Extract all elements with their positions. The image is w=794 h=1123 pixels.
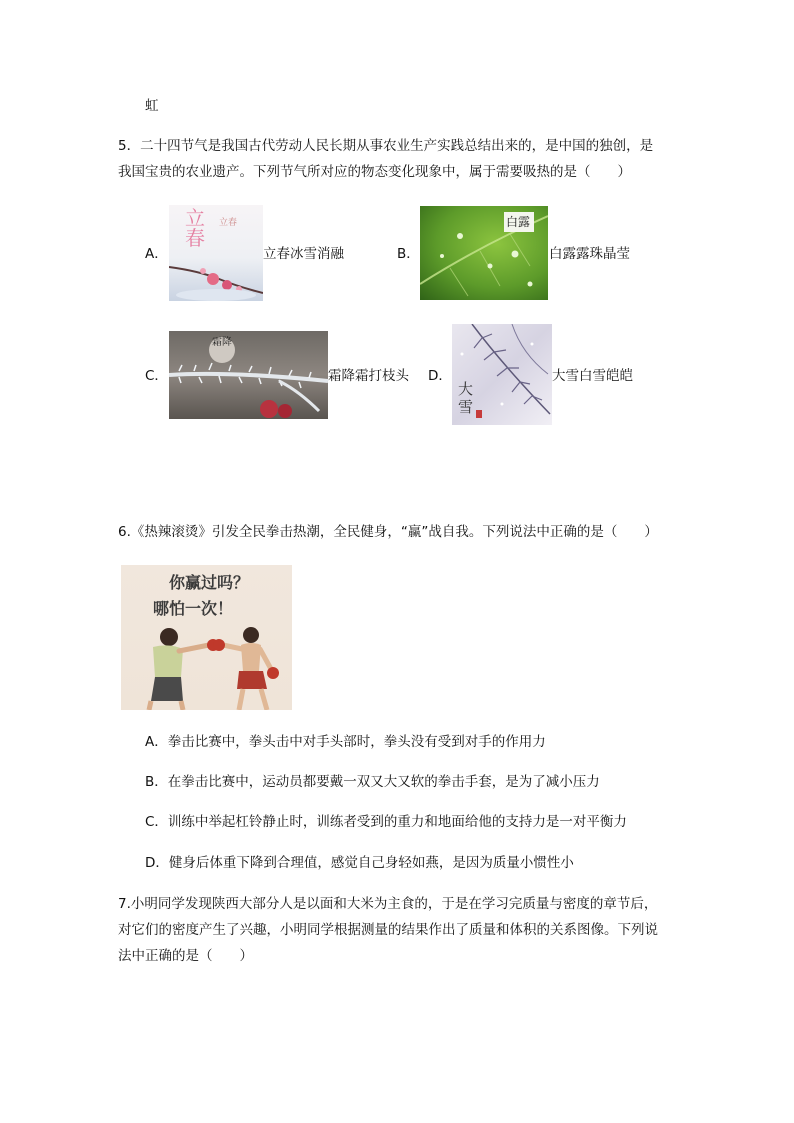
q5-option-a-text: 立春冰雪消融 [263, 246, 344, 262]
q5-option-b-image [420, 206, 548, 300]
shuangjiang-title: 霜降 [212, 337, 232, 348]
q6-option-d: D．健身后体重下降到合理值，感觉自己身轻如燕，是因为质量小惯性小 [145, 855, 574, 871]
q5-option-b-letter: B． [397, 246, 420, 262]
q7-stem-line2: 对它们的密度产生了兴趣，小明同学根据测量的结果作出了质量和体积的关系图像。下列说 [118, 922, 658, 938]
boxers-illustration [121, 565, 292, 710]
q5-option-d-letter: D． [428, 368, 452, 384]
q7-stem-line1: 7.小明同学发现陕西大部分人是以面和大米为主食的，于是在学习完质量与密度的章节后， [118, 896, 658, 912]
q5-option-a-image [169, 205, 263, 301]
q5-option-d-image [452, 324, 552, 425]
q6-stem: 6.《热辣滚烫》引发全民拳击热潮，全民健身，“赢”战自我。下列说法中正确的是（ ） [118, 524, 658, 540]
plum-branch-illustration [169, 205, 263, 301]
q5-option-c-image [169, 331, 328, 419]
q5-option-c-text: 霜降霜打枝头 [328, 368, 409, 384]
q6-option-b: B．在拳击比赛中，运动员都要戴一双又大又软的拳击手套，是为了减小压力 [145, 774, 600, 790]
q6-option-a: A．拳击比赛中，拳头击中对手头部时，拳头没有受到对手的作用力 [145, 734, 546, 750]
q5-option-d-text: 大雪白雪皑皑 [552, 368, 633, 384]
fragment-text: 虹 [145, 98, 159, 114]
q5-option-c-letter: C． [145, 368, 168, 384]
bailu-title: 白露 [506, 215, 531, 229]
q5-stem-line1: 5．二十四节气是我国古代劳动人民长期从事农业生产实践总结出来的，是中国的独创，是 [118, 138, 654, 154]
poster-line1: 你赢过吗？ [169, 573, 250, 592]
lichun-subtitle: 立春 [219, 218, 238, 228]
poster-line2: 哪怕一次！ [153, 599, 234, 618]
frost-branch-illustration [169, 331, 328, 419]
daxue-title-2: 雪 [458, 398, 474, 416]
q6-option-c: C．训练中举起杠铃静止时，训练者受到的重力和地面给他的支持力是一对平衡力 [145, 814, 627, 830]
daxue-seal [476, 410, 482, 418]
q5-option-b-text: 白露露珠晶莹 [549, 246, 630, 262]
q5-option-a-letter: A． [145, 246, 168, 262]
q5-stem-line2: 我国宝贵的农业遗产。下列节气所对应的物态变化现象中，属于需要吸热的是（ ） [118, 164, 631, 180]
daxue-title-1: 大 [458, 380, 474, 398]
q6-poster-image [121, 565, 292, 710]
lichun-title-2: 春 [185, 226, 205, 250]
lichun-title-1: 立 [185, 206, 205, 230]
q7-stem-line3: 法中正确的是（ ） [118, 948, 253, 964]
